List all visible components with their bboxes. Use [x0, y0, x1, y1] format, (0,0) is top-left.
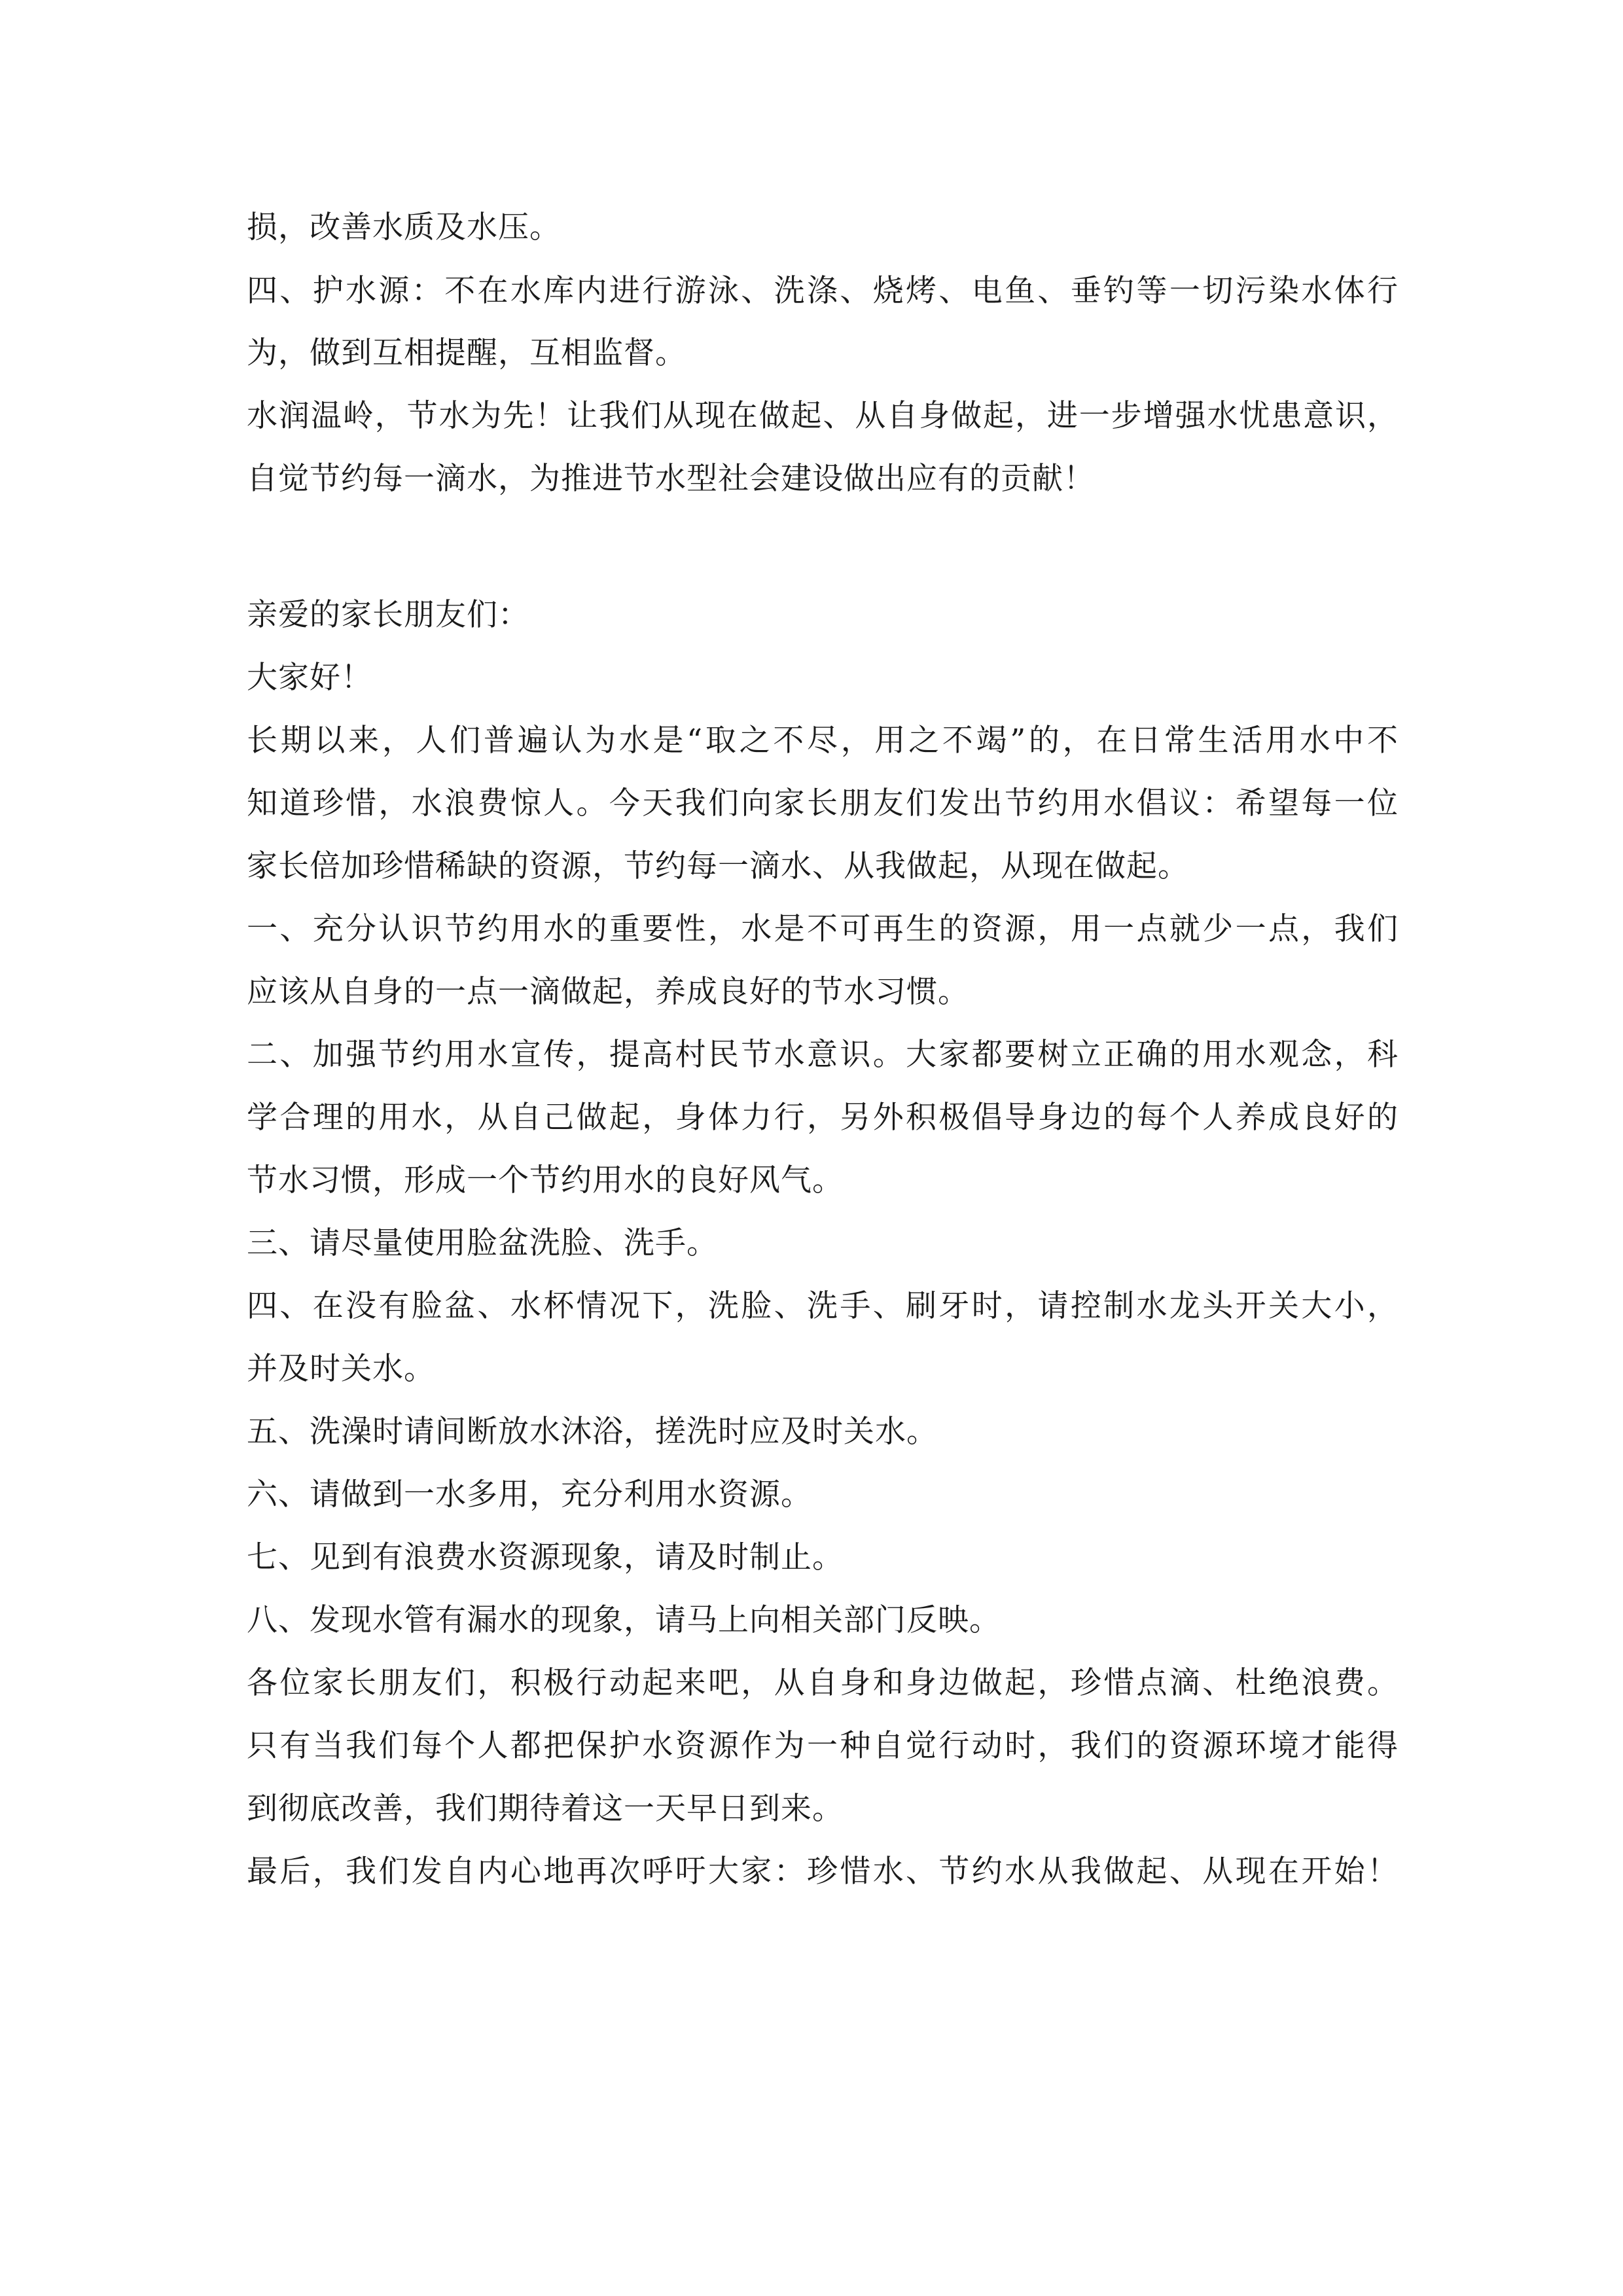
section1-line-2: 四、护水源：不在水库内进行游泳、洗涤、烧烤、电鱼、垂钓等一切污染水体行	[247, 273, 1399, 309]
section2-line-5: 应该从自身的一点一滴做起，养成良好的节水习惯。	[247, 974, 969, 1010]
section2-line-10: 四、在没有脸盆、水杯情况下，洗脸、洗手、刷牙时，请控制水龙头开关大小，	[247, 1288, 1399, 1324]
salutation: 亲爱的家长朋友们：	[247, 597, 529, 633]
section2-line-1: 长期以来，人们普遍认为水是“取之不尽，用之不竭”的，在日常生活用水中不	[247, 723, 1399, 759]
section1-line-1: 损，改善水质及水压。	[247, 209, 561, 245]
section2-line-8: 节水习惯，形成一个节约用水的良好风气。	[247, 1162, 844, 1198]
section1-line-3: 为，做到互相提醒，互相监督。	[247, 335, 687, 371]
section2-line-16: 各位家长朋友们，积极行动起来吧，从自身和身边做起，珍惜点滴、杜绝浪费。	[247, 1665, 1399, 1701]
section2-line-4: 一、充分认识节约用水的重要性，水是不可再生的资源，用一点就少一点，我们	[247, 911, 1399, 947]
section2-line-19: 最后，我们发自内心地再次呼吁大家：珍惜水、节约水从我做起、从现在开始！	[247, 1854, 1399, 1890]
section1-line-5: 自觉节约每一滴水，为推进节水型社会建设做出应有的贡献！	[247, 461, 1095, 497]
section2-line-6: 二、加强节约用水宣传，提高村民节水意识。大家都要树立正确的用水观念，科	[247, 1037, 1399, 1073]
section2-line-2: 知道珍惜，水浪费惊人。今天我们向家长朋友们发出节约用水倡议：希望每一位	[247, 785, 1399, 821]
section2-line-15: 八、发现水管有漏水的现象，请马上向相关部门反映。	[247, 1602, 1001, 1638]
section2-line-11: 并及时关水。	[247, 1351, 435, 1387]
section2-line-7: 学合理的用水，从自己做起，身体力行，另外积极倡导身边的每个人养成良好的	[247, 1100, 1399, 1136]
section1-line-4: 水润温岭，节水为先！让我们从现在做起、从自身做起，进一步增强水忧患意识，	[247, 398, 1399, 434]
section2-line-3: 家长倍加珍惜稀缺的资源，节约每一滴水、从我做起，从现在做起。	[247, 848, 1189, 884]
section2-line-12: 五、洗澡时请间断放水沐浴，搓洗时应及时关水。	[247, 1414, 938, 1450]
section2-line-17: 只有当我们每个人都把保护水资源作为一种自觉行动时，我们的资源环境才能得	[247, 1728, 1399, 1764]
greeting: 大家好！	[247, 660, 372, 696]
section2-line-14: 七、见到有浪费水资源现象，请及时制止。	[247, 1539, 844, 1575]
section2-line-13: 六、请做到一水多用，充分利用水资源。	[247, 1477, 812, 1513]
section2-line-18: 到彻底改善，我们期待着这一天早日到来。	[247, 1791, 844, 1827]
section2-line-9: 三、请尽量使用脸盆洗脸、洗手。	[247, 1225, 718, 1261]
